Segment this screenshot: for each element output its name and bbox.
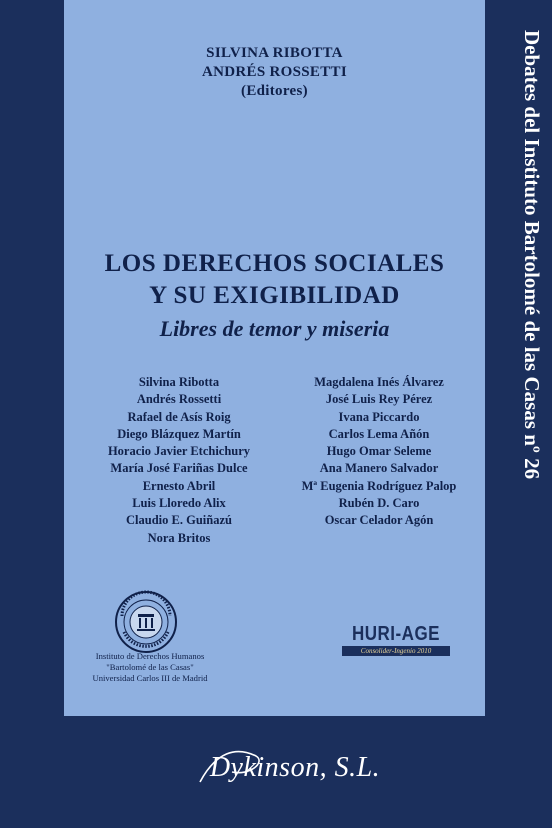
institute-block [66, 651, 234, 684]
editor-name-1: SILVINA RIBOTTA [206, 45, 343, 61]
huri-age-title: HURI-AGE [351, 622, 441, 645]
author-name: Claudio E. Guiñazú [126, 513, 232, 528]
series-text: Debates del Instituto Bartolomé de las Casas nº 26 [520, 30, 544, 480]
author-name: José Luis Rey Pérez [325, 392, 433, 407]
author-name: Rafael de Asís Roig [127, 409, 231, 424]
title-line-1: LOS DERECHOS SOCIALES [104, 250, 445, 277]
publisher-logo: Dykinson, S.L. [209, 752, 381, 783]
title-line-2: Y SU EXIGIBILIDAD [149, 282, 400, 309]
author-name: Diego Blázquez Martín [117, 426, 241, 441]
author-name: Magdalena Inés Álvarez [314, 375, 444, 389]
author-name: Hugo Omar Seleme [326, 444, 432, 459]
author-name: Horacio Javier Etchichury [107, 444, 251, 459]
author-name: Ana Manero Salvador [319, 461, 439, 476]
author-name: Andrés Rossetti [136, 392, 222, 407]
author-name: Silvina Ribotta [138, 375, 220, 389]
institute-line-2: "Bartolomé de las Casas" [106, 662, 194, 672]
huri-age-subtitle: Consolider-Ingenio 2010 [342, 646, 450, 656]
author-name: Rubén D. Caro [338, 496, 420, 511]
book-title [64, 248, 485, 312]
author-name: Ernesto Abril [142, 478, 216, 493]
editors-block [64, 44, 485, 101]
author-name: María José Fariñas Dulce [110, 461, 248, 476]
authors-left-column [84, 374, 274, 547]
editors-role: (Editores) [241, 83, 308, 99]
spine-band [485, 0, 552, 716]
university-seal-icon [114, 590, 178, 654]
author-name: Ivana Piccardo [338, 409, 420, 424]
institute-line-1: Instituto de Derechos Humanos [95, 651, 205, 661]
author-name: Nora Britos [147, 530, 211, 545]
editor-name-2: ANDRÉS ROSSETTI [202, 64, 347, 80]
institute-line-3: Universidad Carlos III de Madrid [92, 673, 208, 683]
author-name: Luis Lloredo Alix [132, 496, 226, 511]
authors-right-column [276, 374, 482, 530]
author-name: Carlos Lema Añón [328, 426, 430, 441]
cover-panel [64, 0, 485, 716]
huri-age-logo [336, 624, 456, 656]
author-name: Oscar Celador Agón [324, 513, 434, 528]
author-name: Mª Eugenia Rodríguez Palop [301, 478, 457, 493]
book-subtitle: Libres de temor y miseria [159, 316, 390, 341]
